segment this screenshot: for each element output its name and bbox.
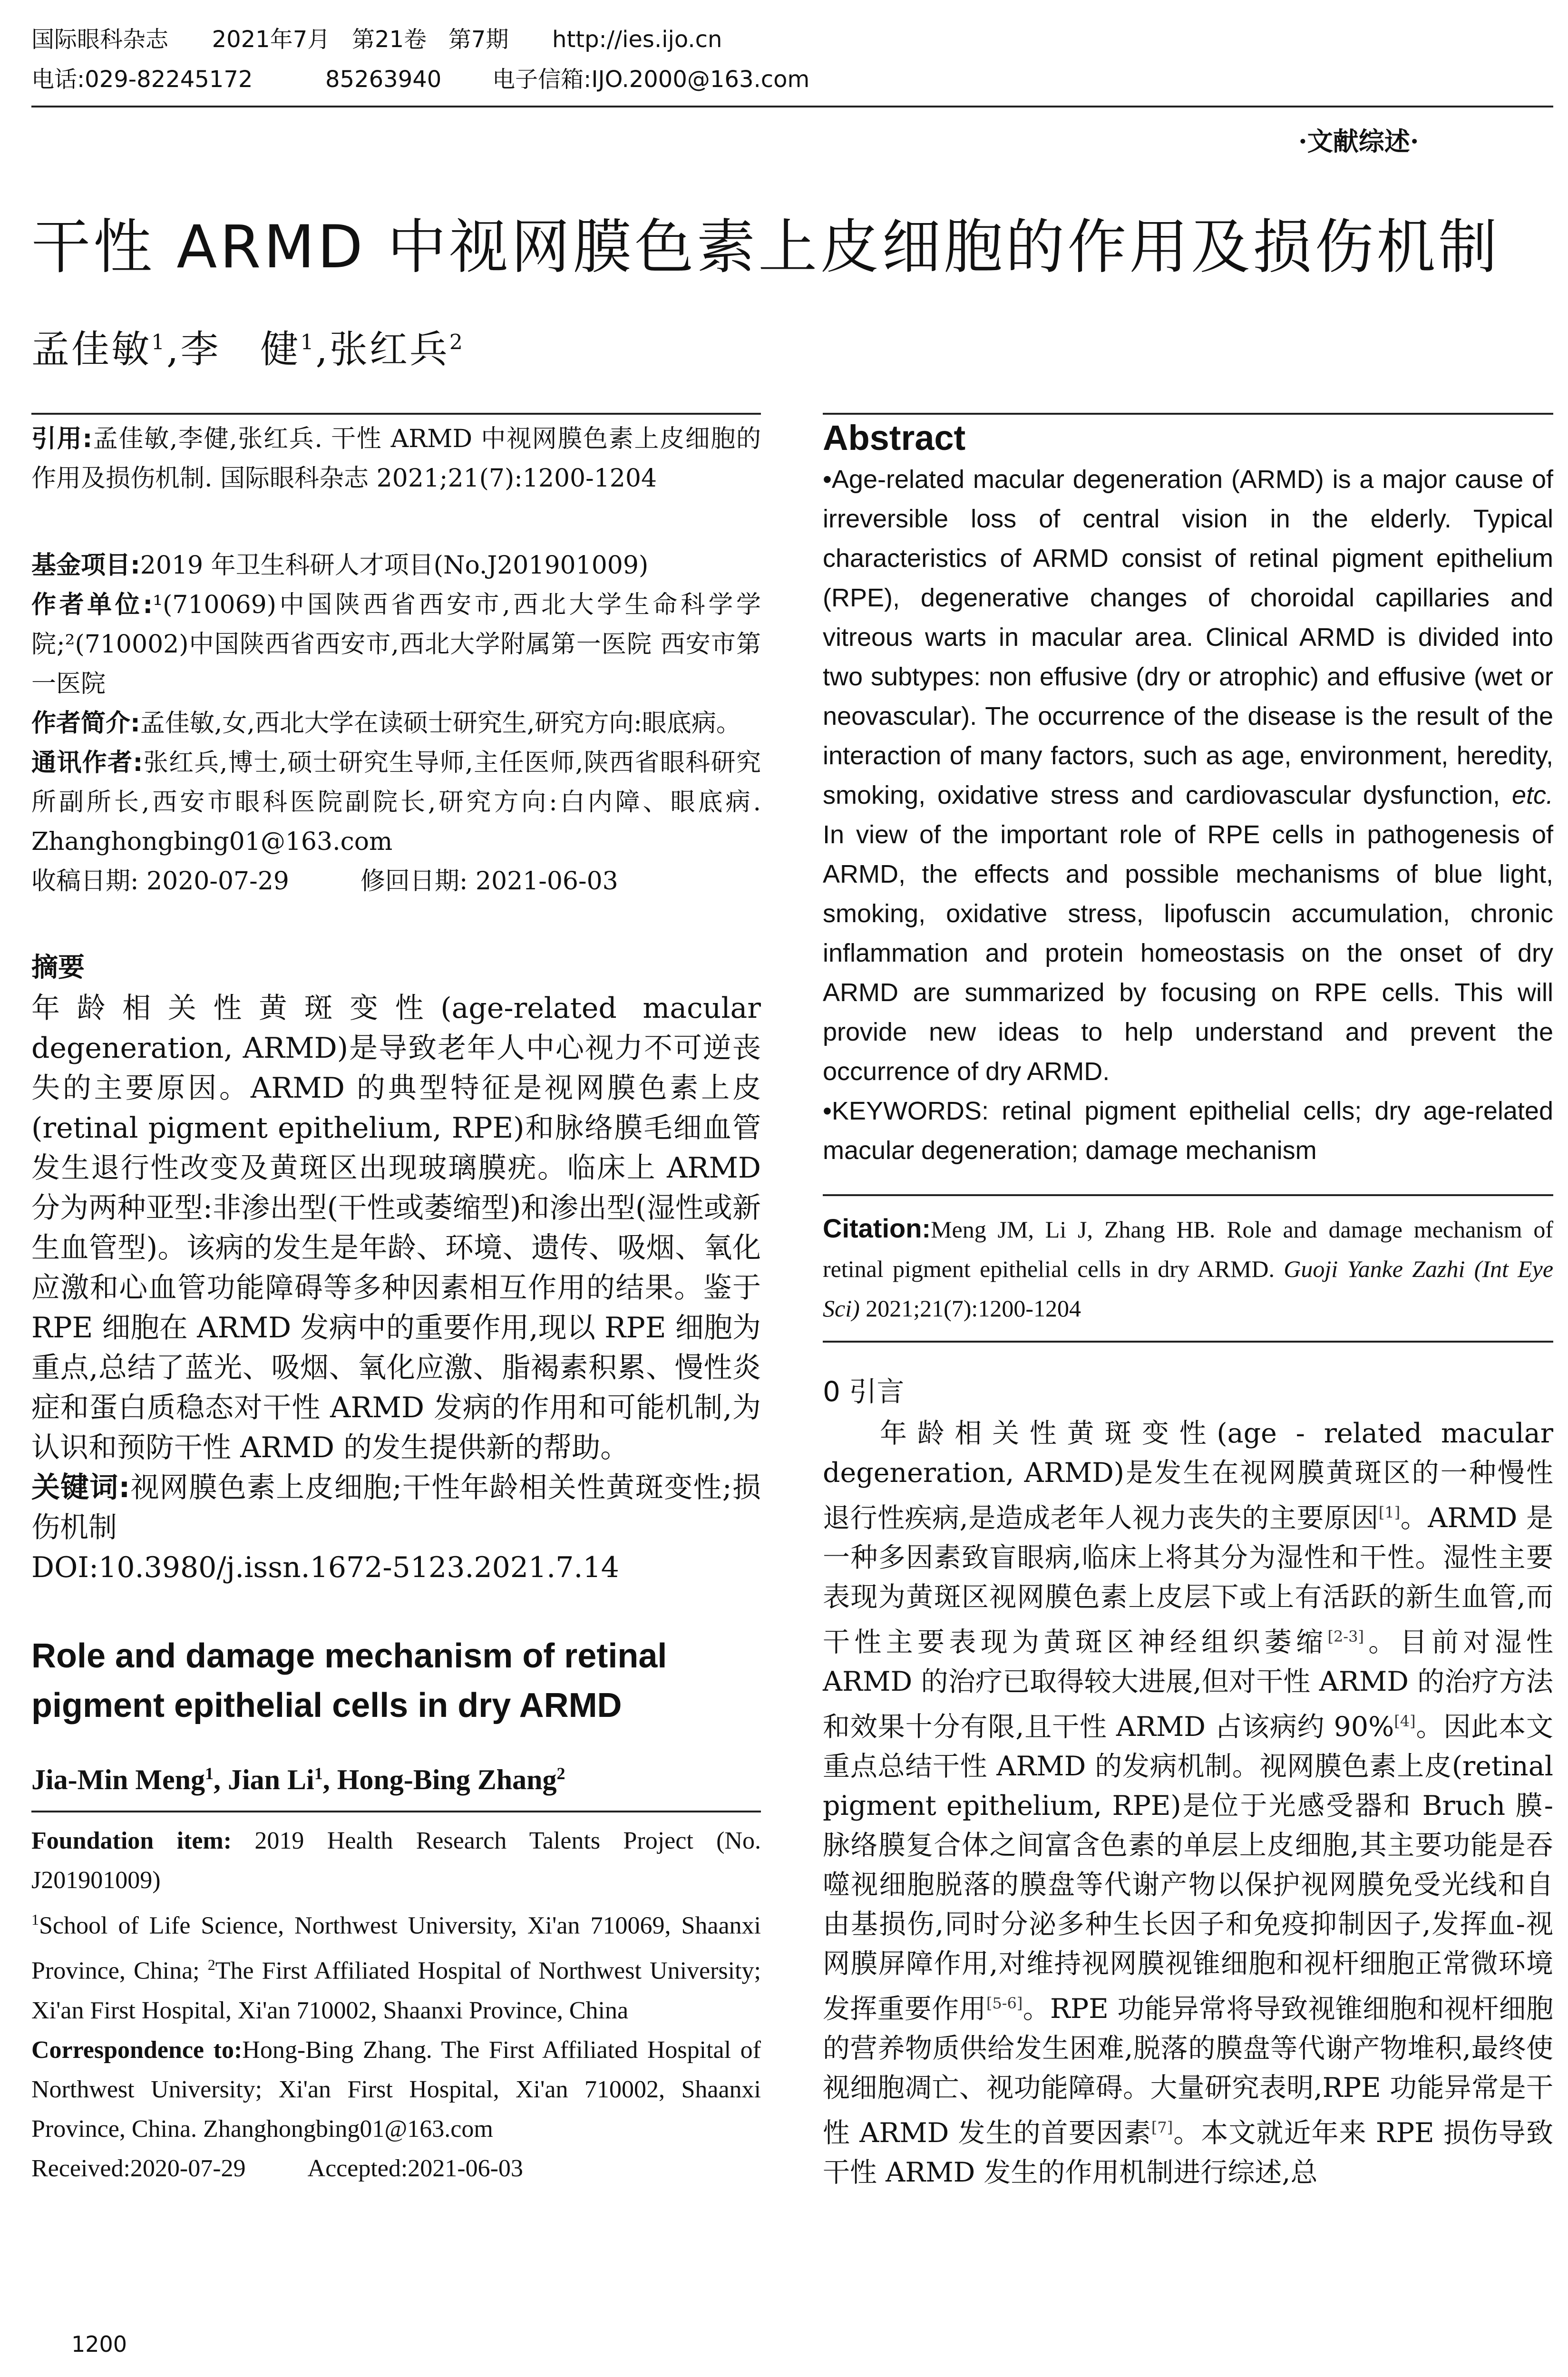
left-top-rule: [31, 413, 761, 415]
author-name: Jia-Min Meng: [31, 1764, 205, 1795]
citation-rule: [823, 1194, 1553, 1196]
journal-name: 国际眼科杂志: [31, 26, 169, 53]
reference-mark[interactable]: [4]: [1394, 1712, 1416, 1730]
journal-url[interactable]: http://ies.ijo.cn: [552, 26, 722, 53]
article-title: 干性 ARMD 中视网膜色素上皮细胞的作用及损伤机制: [31, 213, 1500, 282]
affiliation-mark: 1: [300, 330, 316, 355]
reference-mark[interactable]: [2-3]: [1327, 1627, 1364, 1646]
author-bio: 作者简介:孟佳敏,女,西北大学在读硕士研究生,研究方向:眼底病。: [31, 709, 741, 738]
affiliations-en: $^1$School of Life Science, Northwest University, Xi'an 710069, Shaanxi Province, China; $^2$The First Affiliated Hospital of Northwest University; Xi'an First Hospital, Xi'an 710002, Shaanxi Province, China: [31, 1911, 761, 2024]
author-name: Hong-Bing Zhang: [337, 1764, 557, 1795]
intro-heading: 0 引言: [823, 1375, 905, 1408]
author-name: 李 健: [180, 327, 301, 371]
phone-2: 85263940: [325, 66, 442, 93]
intro-rule: [823, 1341, 1553, 1343]
keywords-en: •KEYWORDS: retinal pigment epithelial cells; dry age-related macular degeneration; damage mechanism: [823, 1097, 1553, 1165]
header-rule: [31, 106, 1553, 107]
page-number: 1200: [71, 2331, 127, 2357]
running-header-line-1: [31, 25, 722, 54]
correspondence-en: Correspondence to:Hong-Bing Zhang. The First Affiliated Hospital of Northwest University; Xi'an First Hospital, Xi'an 710002, Shaanxi Province, China. Zhanghongbing01@163.com: [31, 2036, 761, 2143]
author-name: 孟佳敏: [31, 327, 151, 371]
abstract-heading-en: Abstract: [823, 418, 966, 458]
reference-mark[interactable]: [7]: [1151, 2118, 1173, 2136]
reference-mark[interactable]: [1]: [1378, 1503, 1401, 1521]
affiliation-mark: 1: [314, 1764, 323, 1783]
foundation-item-en: Foundation item: 2019 Health Research Talents Project (No. J201901009): [31, 1827, 761, 1894]
volume: 第21卷: [352, 26, 427, 53]
citation-cn: 引用:孟佳敏,李健,张红兵. 干性 ARMD 中视网膜色素上皮细胞的作用及损伤机制. 国际眼科杂志 2021;21(7):1200-1204: [31, 425, 761, 493]
fund-item: 基金项目:2019 年卫生科研人才项目(No.J201901009): [31, 551, 649, 580]
right-top-rule: [823, 413, 1553, 415]
left-column: [31, 413, 761, 2188]
right-column: [823, 413, 1553, 2192]
dates-en: Received:2020-07-29 Accepted:2021-06-03: [31, 2154, 523, 2182]
running-header-line-2: [31, 65, 809, 94]
en-info-rule: [31, 1811, 761, 1812]
author-list-cn: 孟佳敏$^1$,李 健$^1$,张红兵$^2$: [31, 327, 465, 371]
section-tag: ·文献综述·: [1298, 126, 1419, 156]
keywords-cn: 关键词:视网膜色素上皮细胞;干性年龄相关性黄斑变性;损伤机制: [31, 1471, 761, 1544]
corresponding-author: 通讯作者:张红兵,博士,硕士研究生导师,主任医师,陕西省眼科研究所副所长,西安市眼科医院副院长,研究方向:白内障、眼底病. Zhanghongbing01@163.com: [31, 749, 761, 856]
english-title: Role and damage mechanism of retinal pigment epithelial cells in dry ARMD: [31, 1637, 667, 1724]
abstract-body-cn: 年龄相关性黄斑变性(age-related macular degeneration, ARMD)是导致老年人中心视力不可逆丧失的主要原因。ARMD 的典型特征是视网膜色素上皮(retinal pigment epithelium, RPE)和脉络膜毛细血管发生退行性改变及黄斑区出现玻璃膜疣。临床上 ARMD 分为两种亚型:非渗出型(干性或萎缩型)和渗出型(湿性或新生血管型)。该病的发生是年龄、环境、遗传、吸烟、氧化应激和心血管功能障碍等多种因素相互作用的结果。鉴于 RPE 细胞在 ARMD 发病中的重要作用,现以 RPE 细胞为重点,总结了蓝光、吸烟、氧化应激、脂褐素积累、慢性炎症和蛋白质稳态对干性 ARMD 发病的作用和可能机制,为认识和预防干性 ARMD 的发生提供新的帮助。: [31, 992, 761, 1464]
affiliation-mark: 2: [556, 1764, 565, 1783]
author-units: 作者单位:¹(710069)中国陕西省西安市,西北大学生命科学学院;²(710002)中国陕西省西安市,西北大学附属第一医院 西安市第一医院: [31, 591, 761, 698]
author-name: Jian Li: [227, 1764, 314, 1795]
doi[interactable]: DOI:10.3980/j.issn.1672-5123.2021.7.14: [31, 1551, 619, 1584]
affiliation-mark: 1: [151, 330, 166, 355]
dates-cn: 收稿日期: 2020-07-29 修回日期: 2021-06-03: [31, 867, 618, 896]
reference-mark[interactable]: [5-6]: [986, 1994, 1023, 2012]
abstract-heading-cn: 摘要: [31, 952, 85, 983]
issue-date: 2021年7月: [212, 26, 331, 53]
intro-body: 年龄相关性黄斑变性(age - related macular degeneration, ARMD)是发生在视网膜黄斑区的一种慢性退行性疾病,是造成老年人视力丧失的主要原因[1]。ARMD 是一种多因素致盲眼病,临床上将其分为湿性和干性。湿性主要表现为黄斑区视网膜色素上皮层下或上有活跃的新生血管,而干性主要表现为黄斑区神经组织萎缩[2-3]。目前对湿性 ARMD 的治疗已取得较大进展,但对干性 ARMD 的治疗方法和效果十分有限,且干性 ARMD 占该病约 90%[4]。因此本文重点总结干性 ARMD 的发病机制。视网膜色素上皮(retinal pigment epithelium, RPE)是位于光感受器和 Bruch 膜-脉络膜复合体之间富含色素的单层上皮细胞,其主要功能是吞噬视细胞脱落的膜盘等代谢产物以保护视网膜免受光线和自由基损伤,同时分泌多种生长因子和免疫抑制因子,发挥血-视网膜屏障作用,对维持视网膜视锥细胞和视杆细胞正常微环境发挥重要作用[5-6]。RPE 功能异常将导致视锥细胞和视杆细胞的营养物质供给发生困难,脱落的膜盘等代谢产物堆积,最终使视细胞凋亡、视功能障碍。大量研究表明,RPE 功能异常是干性 ARMD 发生的首要因素[7]。本文就近年来 RPE 损伤导致干性 ARMD 发生的作用机制进行综述,总: [823, 1418, 1554, 2188]
affiliation-mark: 2: [449, 330, 465, 355]
phone: 电话:029-82245172: [31, 66, 253, 93]
contact-email: 电子信箱:IJO.2000@163.com: [492, 66, 810, 93]
affiliation-mark: 1: [205, 1764, 214, 1783]
author-name: 张红兵: [329, 327, 449, 371]
citation-en: Citation:Meng JM, Li J, Zhang HB. Role and damage mechanism of retinal pigment epithelial cells in dry ARMD. Guoji Yanke Zazhi (Int Eye Sci) 2021;21(7):1200-1204: [823, 1213, 1554, 1322]
author-list-en: Jia-Min Meng$^1$, Jian Li$^1$, Hong-Bing Zhang$^2$: [31, 1764, 565, 1795]
issue: 第7期: [448, 26, 509, 53]
abstract-body-en: •Age-related macular degeneration (ARMD) is a major cause of irreversible loss of central vision in the elderly. Typical characteristics of ARMD consist of retinal pigment epithelium (RPE), degenerative changes of choroidal capillaries and vitreous warts in macular area. Clinical ARMD is divided into two subtypes: non effusive (dry or atrophic) and effusive (wet or neovascular). The occurrence of the disease is the result of the interaction of many factors, such as age, environment, heredity, smoking, oxidative stress and cardiovascular dysfunction, etc. In view of the important role of RPE cells in pathogenesis of ARMD, the effects and possible mechanisms of blue light, smoking, oxidative stress, lipofuscin accumulation, chronic inflammation and protein homeostasis on the onset of dry ARMD are summarized by focusing on RPE cells. This will provide new ideas to help understand and prevent the occurrence of dry ARMD.: [823, 465, 1553, 1086]
